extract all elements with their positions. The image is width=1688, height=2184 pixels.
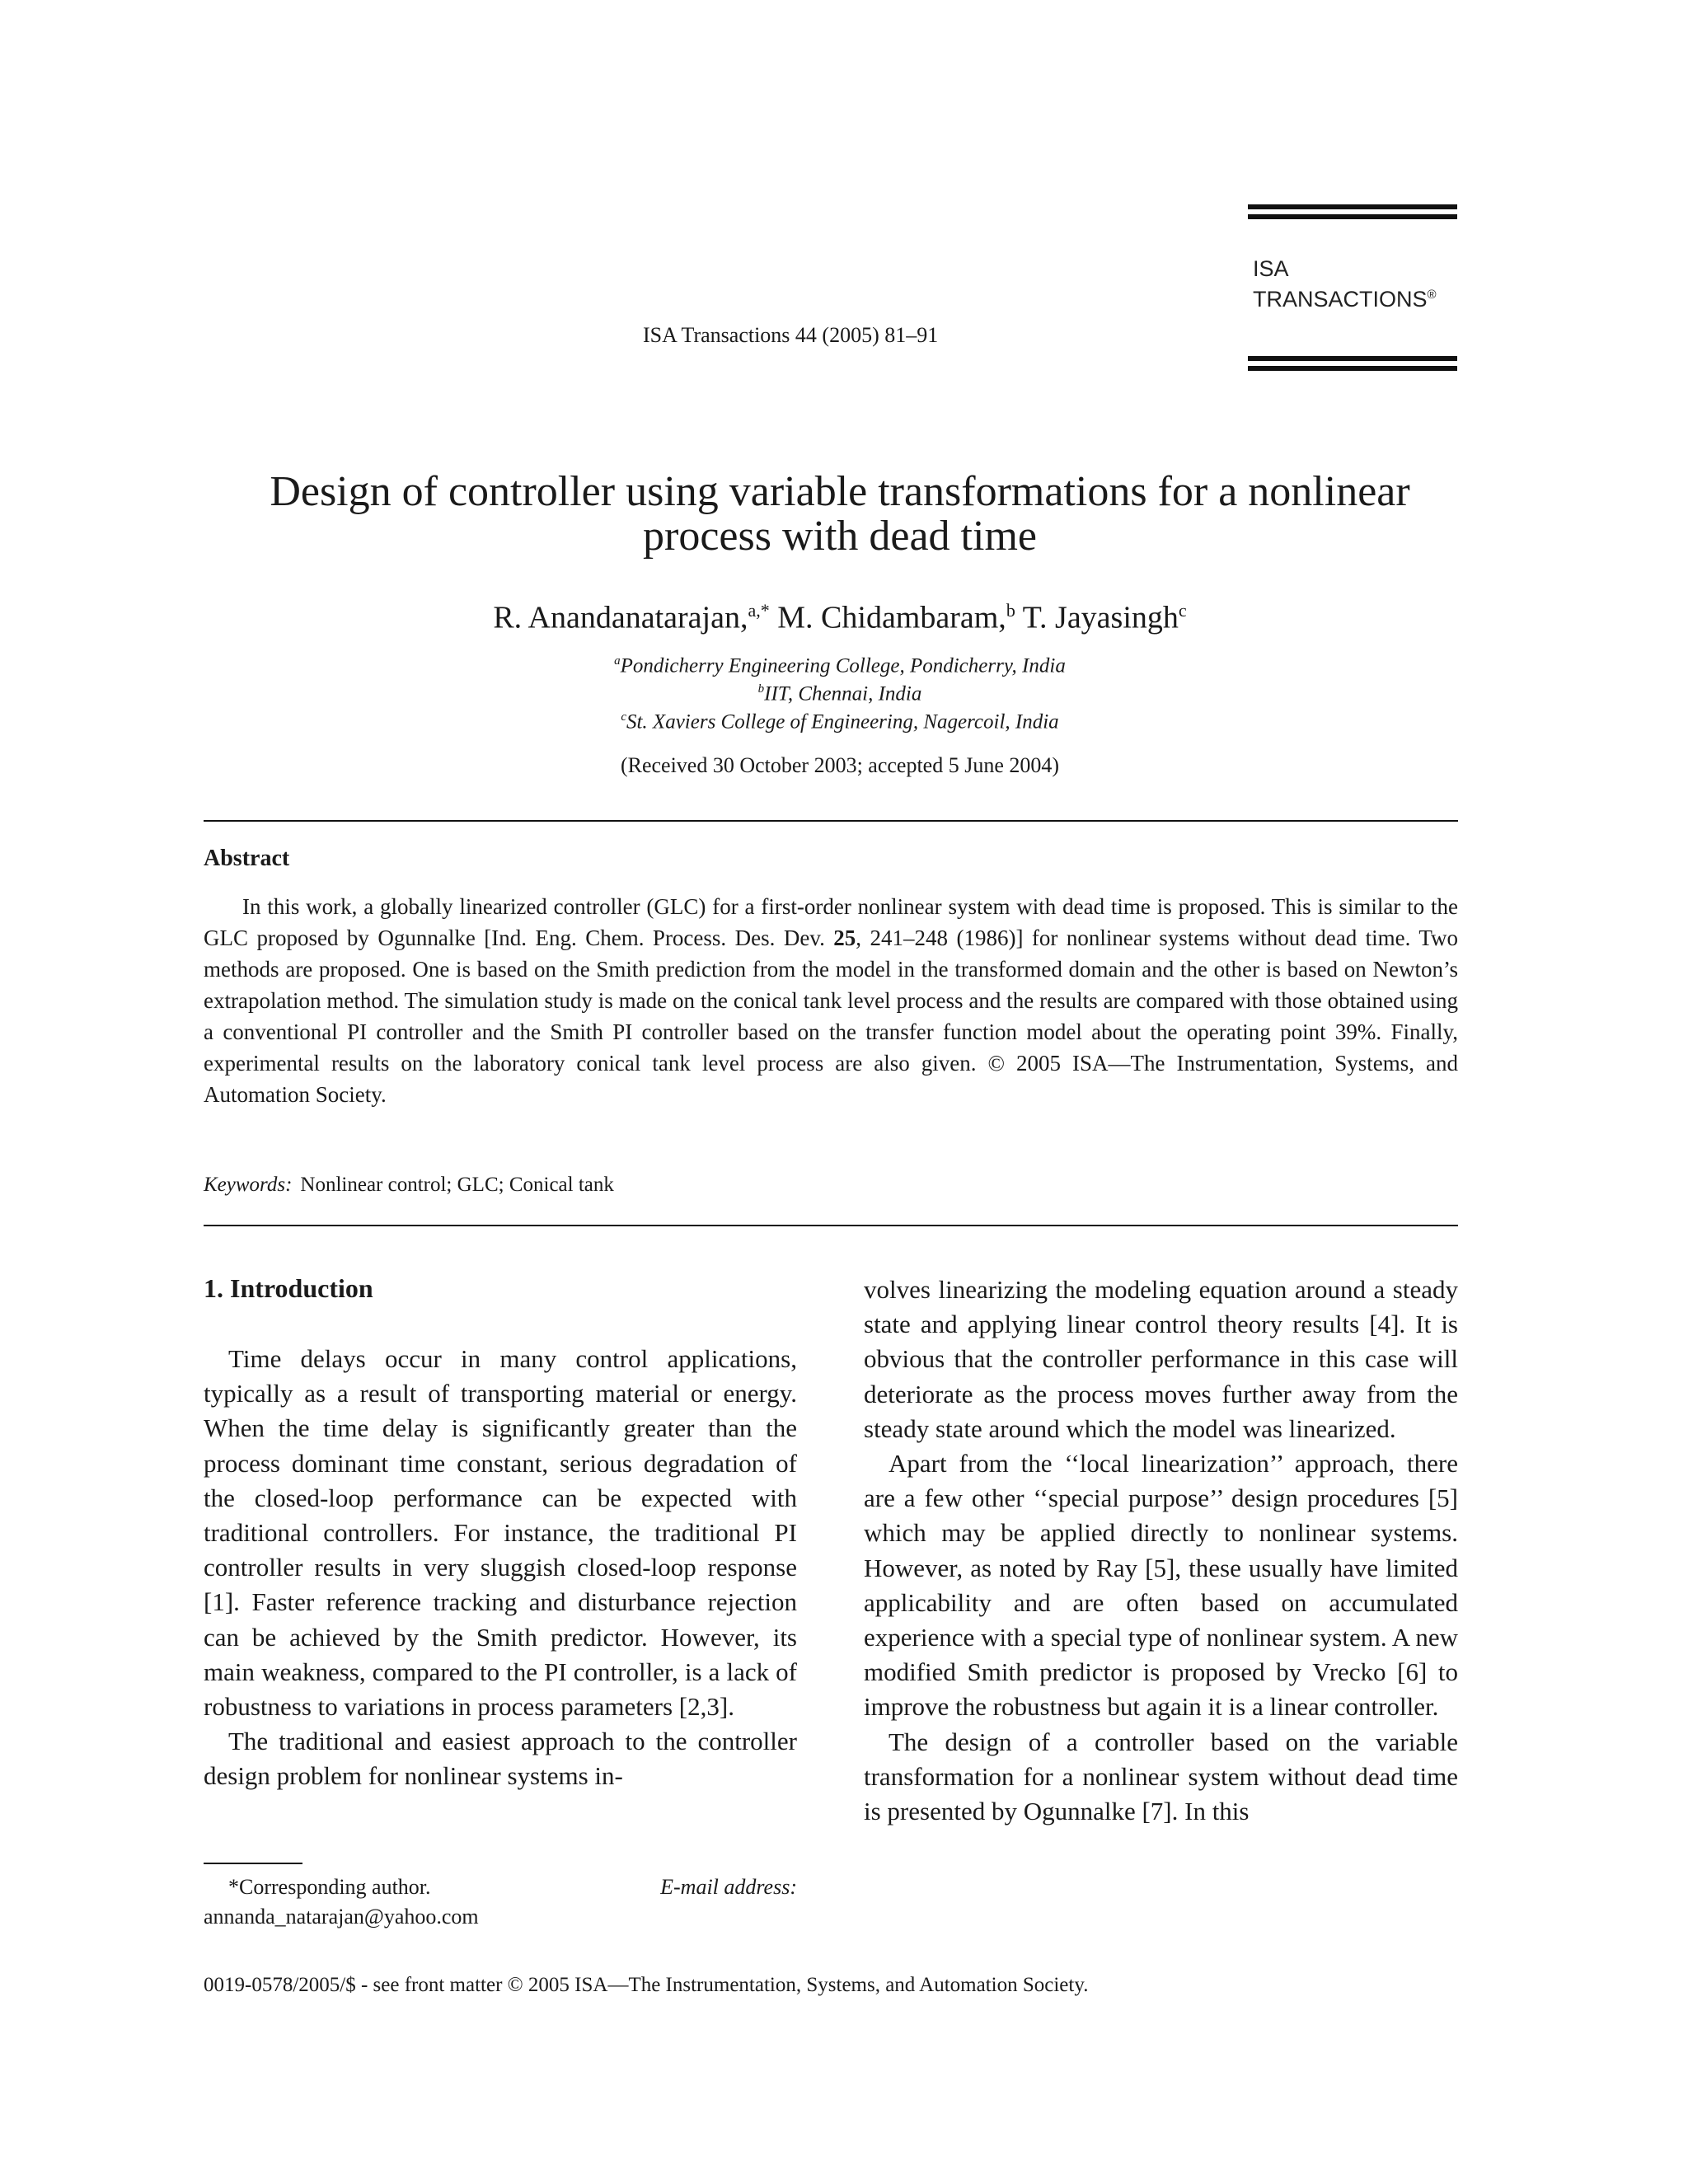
paragraph: Apart from the ‘‘local linearization’’ approach, there are a few other ‘‘special purpose’’ design procedures [5] which may be applied directly to nonlinear systems. However, as noted by Ray [5], these usually have limited applicability and are often based on accumulated experience with a special type of nonlinear system. A new modified Smith predictor is proposed by Vrecko [6] to improve the robustness but again it is a linear controller. [864,1449,1458,1722]
registered-mark: ® [1427,288,1437,302]
author-name: T. Jayasingh [1022,600,1179,635]
left-column [204,1342,797,1794]
abstract-text-part-1: In this work, a globally linearized controller (GLC) for a first-order nonlinear system with dead time is proposed. This is similar to the GLC proposed by Ogunnalke [Ind. Eng. Chem. Process. Des. Dev. [204,894,1458,950]
section-heading: 1. Introduction [204,1273,373,1303]
paragraph: volves linearizing the modeling equation around a steady state and applying linear control theory results [4]. It is obvious that the controller performance in this case will deteriorate as the process moves further away from the steady state around which the model was linearized. [864,1275,1458,1443]
footnote-divider [204,1863,302,1864]
author-affil-mark: b [1006,600,1015,621]
journal-logo [1253,255,1437,312]
abstract-text-part-2: , 241–248 (1986)] for nonlinear systems without dead time. Two methods are proposed. One is based on the Smith prediction from the model in the transformed domain and the other is based on Newton’s extrapolation method. The simulation study is made on the conical tank level process and the results are compared with those obtained using a conventional PI controller and the Smith PI controller based on the transfer function model about the operating point 39%. Finally, experimental results on the laboratory conical tank level process are also given. © 2005 ISA—The Instrumentation, Systems, and Automation Society. [204,926,1458,1107]
received-dates: (Received 30 October 2003; accepted 5 June 2004) [620,753,1060,777]
affiliation-c [165,703,1515,736]
copyright-line: 0019-0578/2005/$ - see front matter © 2005 ISA—The Instrumentation, Systems, and Automation Society. [204,1974,1089,1996]
author-affil-mark: a,* [748,600,770,621]
paragraph: Time delays occur in many control applications, typically as a result of transporting material or energy. When the time delay is significantly greater than the process dominant time constant, serious degradation of the closed-loop performance can be expected with traditional controllers. For instance, the traditional PI controller results in very sluggish closed-loop response [1]. Faster reference tracking and disturbance rejection can be achieved by the Smith predictor. However, its main weakness, compared to the PI controller, is a lack of robustness to variations in process parameters [2,3]. [204,1344,797,1722]
keywords-label: Keywords: [204,1174,293,1196]
title-line-1: Design of controller using variable transformations for a nonlinear [270,468,1410,515]
footnote-mark: * [228,1875,239,1899]
logo-bottom-rule-2 [1248,366,1457,371]
author-email: annanda_natarajan@yahoo.com [204,1905,479,1929]
abstract-top-divider [204,820,1458,822]
affil-text: Pondicherry Engineering College, Pondicherry, India [620,654,1066,677]
footnote-label: Corresponding author. [239,1875,431,1899]
abstract-heading: Abstract [204,846,290,871]
author-list [165,592,1515,637]
author-name: M. Chidambaram, [777,600,1006,635]
affil-text: IIT, Chennai, India [764,682,922,705]
keywords-line [204,1174,614,1197]
title-line-2: process with dead time [643,513,1037,560]
paragraph: The traditional and easiest approach to the controller design problem for nonlinear systems in- [204,1727,797,1791]
author-affil-mark: c [1178,600,1187,621]
keywords-text: Nonlinear control; GLC; Conical tank [300,1174,614,1196]
logo-line-1: ISA [1253,256,1289,281]
abstract-bottom-divider [204,1225,1458,1226]
abstract-text [204,891,1458,1110]
journal-reference: ISA Transactions 44 (2005) 81–91 [643,323,939,347]
logo-line-2: TRANSACTIONS [1253,287,1428,312]
affil-mark: a [614,654,621,668]
abstract-volume-bold: 25 [833,926,856,950]
logo-bottom-rule-1 [1248,356,1457,361]
affil-text: St. Xaviers College of Engineering, Nagercoil, India [626,710,1059,733]
paragraph: The design of a controller based on the variable transformation for a nonlinear system without dead time is presented by Ogunnalke [7]. In this [864,1727,1458,1826]
paper-title [165,470,1515,559]
logo-top-rule-1 [1248,204,1457,209]
right-column [864,1272,1458,1829]
email-label: E-mail address: [660,1875,797,1899]
affil-mark: b [757,682,765,696]
footnote [204,1872,797,1932]
author-name: R. Anandanatarajan, [493,600,748,635]
affil-mark: c [621,710,626,724]
logo-top-rule-2 [1248,214,1457,219]
